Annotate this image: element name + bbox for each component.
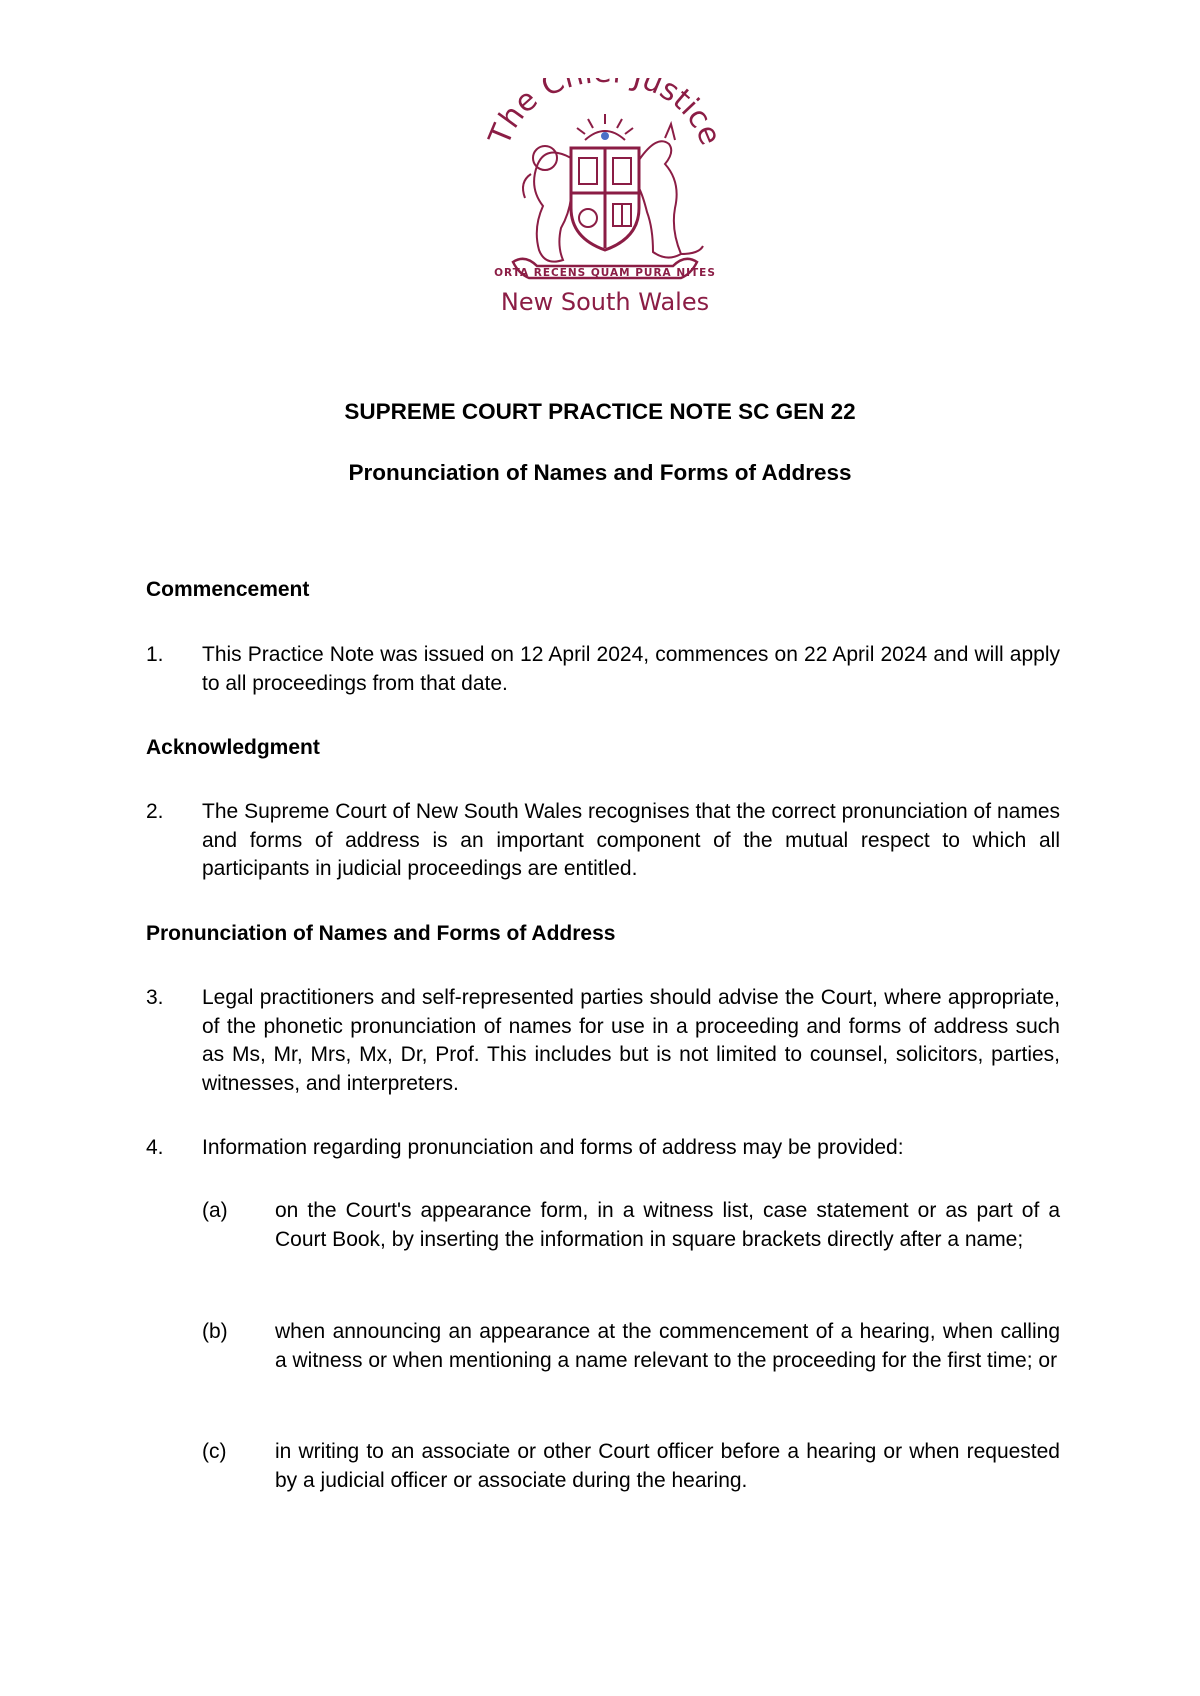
subparagraph-letter: (a) [202, 1199, 228, 1222]
paragraph-text: The Supreme Court of New South Wales recognises that the correct pronunciation of names and forms of address is an important component of the mutual respect to which all participants in judicial proceedings are entitled. [202, 800, 1060, 880]
paragraph-1 [146, 641, 1060, 698]
subparagraph-c [202, 1438, 1060, 1495]
heading-acknowledgment: Acknowledgment [146, 736, 320, 759]
paragraph-3 [146, 984, 1060, 1098]
subparagraph-letter: (b) [202, 1320, 228, 1343]
paragraph-number: 4. [146, 1136, 164, 1159]
logo-bottom-text: New South Wales [500, 288, 710, 316]
subparagraph-b [202, 1318, 1060, 1375]
subparagraph-a [202, 1197, 1060, 1254]
paragraph-2 [146, 798, 1060, 884]
logo-motto: ORTA RECENS QUAM PURA NITES [494, 267, 716, 279]
paragraph-number: 2. [146, 800, 164, 823]
subparagraph-text: in writing to an associate or other Court officer before a hearing or when requested by a judicial officer or associate during the hearing. [275, 1440, 1060, 1492]
heading-commencement: Commencement [146, 578, 310, 601]
paragraph-number: 1. [146, 643, 164, 666]
logo-top-text: The C ustice [485, 78, 725, 151]
paragraph-text: Legal practitioners and self-represented parties should advise the Court, where appropriate, of the phonetic pronunciation of names for use in a proceeding and forms of address such as Ms, Mr, Mrs, Mx, Dr, Prof. This includes but is not limited to counsel, solicitors, parties, witnesses, and interpreters. [202, 986, 1060, 1095]
coat-of-arms-emblem [485, 78, 725, 318]
subparagraph-letter: (c) [202, 1440, 227, 1463]
paragraph-text: Information regarding pronunciation and forms of address may be provided: [202, 1136, 904, 1159]
chief-justice-logo [485, 78, 725, 318]
document-subtitle: Pronunciation of Names and Forms of Address [348, 460, 852, 485]
paragraph-number: 3. [146, 986, 164, 1009]
subparagraph-text: when announcing an appearance at the commencement of a hearing, when calling a witness or when mentioning a name relevant to the proceeding for the first time; or [275, 1320, 1060, 1372]
document-title: SUPREME COURT PRACTICE NOTE SC GEN 22 [344, 399, 856, 424]
paragraph-text: This Practice Note was issued on 12 April 2024, commences on 22 April 2024 and will apply to all proceedings from that date. [202, 643, 1060, 695]
heading-pronunciation: Pronunciation of Names and Forms of Address [146, 922, 616, 945]
subparagraph-text: on the Court's appearance form, in a witness list, case statement or as part of a Court Book, by inserting the information in square brackets directly after a name; [275, 1199, 1060, 1251]
paragraph-4 [146, 1134, 1060, 1163]
